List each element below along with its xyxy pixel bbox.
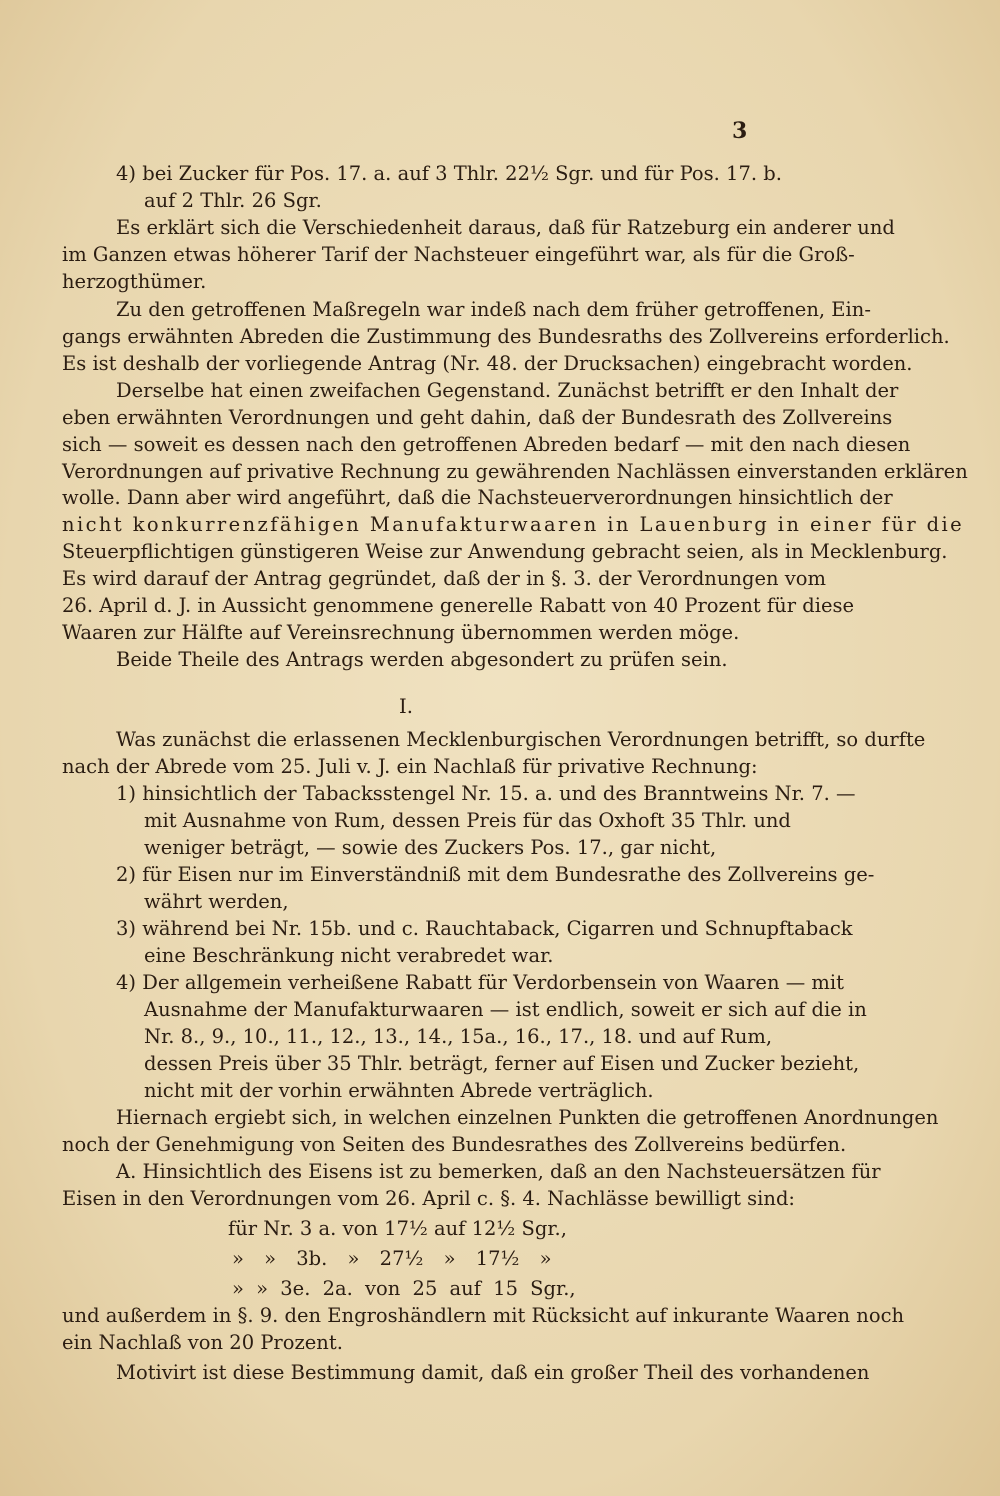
text-line: Es wird darauf der Antrag gegründet, daß der in §. 3. der Verordnungen vom — [62, 567, 827, 590]
section-heading: I. — [399, 695, 413, 718]
text-line: Beide Theile des Antrags werden abgesondert zu prüfen sein. — [116, 648, 728, 671]
rate-line: » » 3b. » 27½ » 17½ » — [232, 1247, 552, 1270]
list-item: 1) hinsichtlich der Tabacksstengel Nr. 15. a. und des Branntweins Nr. 7. — — [116, 782, 856, 805]
text-line: herzogthümer. — [62, 270, 207, 293]
text-line: währt werden, — [144, 890, 289, 913]
text-line: 4) bei Zucker für Pos. 17. a. auf 3 Thlr. 22½ Sgr. und für Pos. 17. b. — [116, 162, 782, 185]
text-line: Hiernach ergiebt sich, in welchen einzelnen Punkten die getroffenen Anordnungen — [116, 1106, 939, 1129]
text-line: und außerdem in §. 9. den Engroshändlern mit Rücksicht auf inkurante Waaren noch — [62, 1304, 905, 1327]
text-line: Zu den getroffenen Maßregeln war indeß nach dem früher getroffenen, Ein- — [116, 298, 871, 321]
text-line: wolle. Dann aber wird angeführt, daß die Nachsteuerverordnungen hinsichtlich der — [62, 486, 893, 509]
text-line: eben erwähnten Verordnungen und geht dahin, daß der Bundesrath des Zollvereins — [62, 406, 893, 429]
list-item: 3) während bei Nr. 15b. und c. Rauchtaback, Cigarren und Schnupftaback — [116, 917, 853, 940]
text-line: weniger beträgt, — sowie des Zuckers Pos. 17., gar nicht, — [144, 836, 717, 859]
text-line: 26. April d. J. in Aussicht genommene generelle Rabatt von 40 Prozent für diese — [62, 594, 855, 617]
text-line: Derselbe hat einen zweifachen Gegenstand. Zunächst betrifft er den Inhalt der — [116, 379, 899, 402]
list-item: 4) Der allgemein verheißene Rabatt für Verdorbensein von Waaren — mit — [116, 971, 844, 994]
text-line: mit Ausnahme von Rum, dessen Preis für das Oxhoft 35 Thlr. und — [144, 809, 791, 832]
text-line: dessen Preis über 35 Thlr. beträgt, ferner auf Eisen und Zucker bezieht, — [144, 1052, 860, 1075]
text-line: Eisen in den Verordnungen vom 26. April c. §. 4. Nachlässe bewilligt sind: — [62, 1187, 796, 1210]
text-line: nach der Abrede vom 25. Juli v. J. ein Nachlaß für privative Rechnung: — [62, 755, 758, 778]
text-line: nicht konkurrenzfähigen Manufakturwaaren in Lauenburg in einer für die — [62, 513, 965, 536]
text-line: gangs erwähnten Abreden die Zustimmung des Bundesraths des Zollvereins erforderlich. — [62, 325, 950, 348]
list-item: 2) für Eisen nur im Einverständniß mit dem Bundesrathe des Zollvereins ge- — [116, 863, 875, 886]
rate-line: für Nr. 3 a. von 17½ auf 12½ Sgr., — [228, 1217, 567, 1240]
text-line: ein Nachlaß von 20 Prozent. — [62, 1331, 343, 1354]
text-line: Was zunächst die erlassenen Mecklenburgischen Verordnungen betrifft, so durfte — [116, 728, 926, 751]
text-line: Es erklärt sich die Verschiedenheit daraus, daß für Ratzeburg ein anderer und — [116, 216, 895, 239]
rate-line: » » 3e. 2a. von 25 auf 15 Sgr., — [232, 1277, 576, 1300]
text-line: Motivirt ist diese Bestimmung damit, daß ein großer Theil des vorhandenen — [116, 1361, 870, 1384]
text-line: Waaren zur Hälfte auf Vereinsrechnung übernommen werden möge. — [62, 621, 740, 644]
text-line: noch der Genehmigung von Seiten des Bundesrathes des Zollvereins bedürfen. — [62, 1133, 847, 1156]
text-line: Ausnahme der Manufakturwaaren — ist endlich, soweit er sich auf die in — [144, 998, 867, 1021]
text-line: Verordnungen auf privative Rechnung zu gewährenden Nachlässen einverstanden erklären — [62, 460, 968, 483]
text-line: Nr. 8., 9., 10., 11., 12., 13., 14., 15a., 16., 17., 18. und auf Rum, — [144, 1025, 773, 1048]
text-line: auf 2 Thlr. 26 Sgr. — [144, 189, 322, 212]
text-line: nicht mit der vorhin erwähnten Abrede verträglich. — [144, 1079, 654, 1102]
text-line: im Ganzen etwas höherer Tarif der Nachsteuer eingeführt war, als für die Groß- — [62, 243, 855, 266]
text-line: sich — soweit es dessen nach den getroffenen Abreden bedarf — mit den nach diesen — [62, 433, 911, 456]
text-line: Es ist deshalb der vorliegende Antrag (Nr. 48. der Drucksachen) eingebracht worden. — [62, 352, 913, 375]
text-line: eine Beschränkung nicht verabredet war. — [144, 944, 554, 967]
text-line: Steuerpflichtigen günstigeren Weise zur Anwendung gebracht seien, als in Mecklenburg. — [62, 540, 948, 563]
page-number: 3 — [732, 118, 748, 144]
text-line: A. Hinsichtlich des Eisens ist zu bemerken, daß an den Nachsteuersätzen für — [116, 1160, 881, 1183]
